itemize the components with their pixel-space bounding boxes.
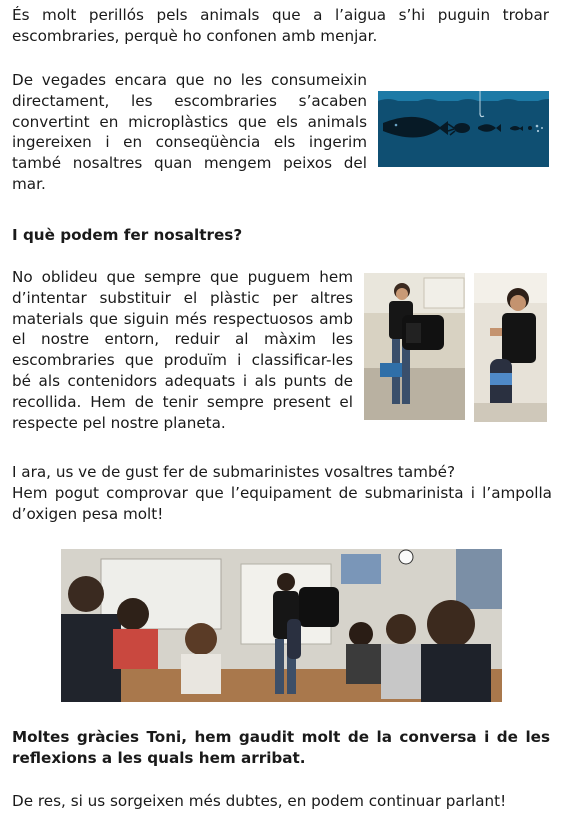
- classroom-photo: [61, 549, 502, 702]
- section-heading: I què podem fer nosaltres?: [12, 226, 243, 244]
- instructor-photo-vest: [364, 273, 465, 420]
- instructor-photo-bottle: [474, 273, 547, 422]
- closing-paragraph: De res, si us sorgeixen més dubtes, en podem continuar parlant!: [12, 792, 507, 810]
- intro-paragraph: És molt perillós pels animals que a l’aigua s’hi puguin trobar escombraries, perquè ho confonen amb menjar.: [12, 6, 549, 45]
- equipment-paragraph: Hem pogut comprovar que l’equipament de submarinista i l’ampolla d’oxigen pesa molt!: [12, 484, 552, 523]
- fish-illustration: [378, 91, 549, 167]
- thanks-paragraph: Moltes gràcies Toni, hem gaudit molt de la conversa i de les reflexions a les quals hem arribat.: [12, 728, 550, 767]
- advice-paragraph: No oblideu que sempre que puguem hem d’intentar substituir el plàstic per altres materials que siguin més respectuosos amb el nostre entorn, reduir al màxim les escombraries que produïm i classificar-les bé als contenidors adequats i als punts de recollida. Hem de tenir sempre present el respecte pel nostre planeta.: [12, 268, 353, 432]
- microplastics-paragraph: De vegades encara que no les consumeixin directament, les escombraries s’acaben convertint en microplàstics que els animals ingereixen i en conseqüència els ingerim també nosaltres quan mengem peixos del mar.: [12, 71, 367, 193]
- question-line: I ara, us ve de gust fer de submarinistes vosaltres també?: [12, 463, 456, 481]
